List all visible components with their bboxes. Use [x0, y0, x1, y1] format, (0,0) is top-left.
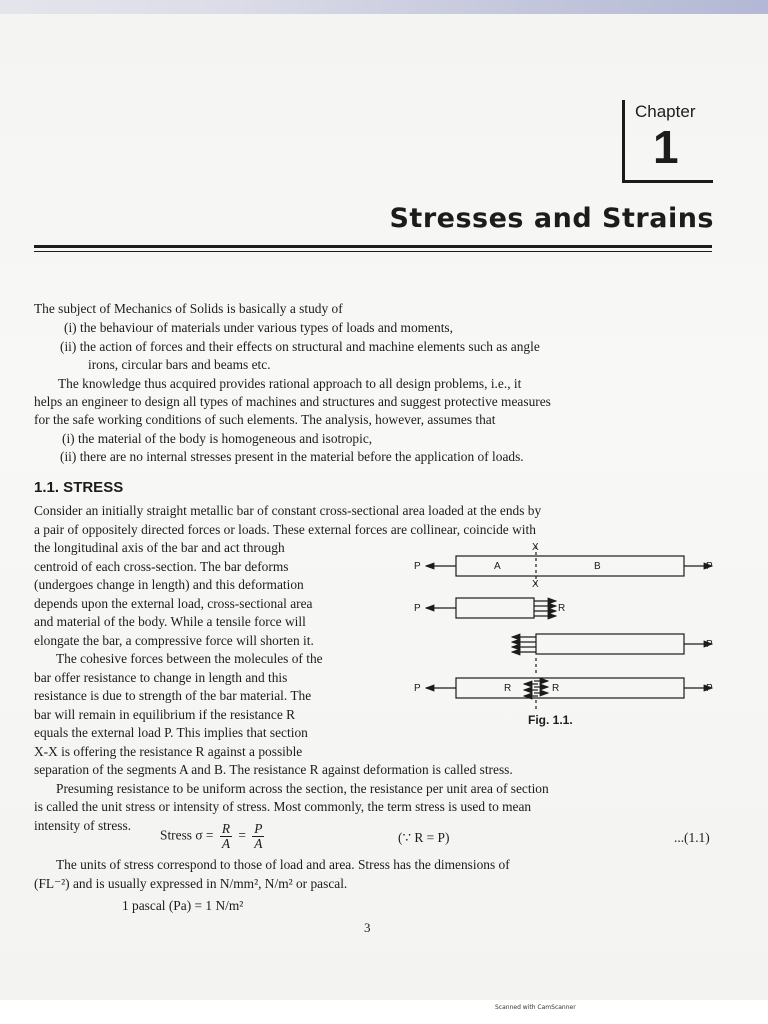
- body-line: elongate the bar, a compressive force will shorten it.: [34, 632, 314, 648]
- equation-condition: (∵ R = P): [398, 830, 450, 845]
- load-label: P: [414, 603, 421, 614]
- chapter-title: Stresses and Strains: [389, 203, 714, 234]
- bar: [456, 556, 684, 576]
- figure-caption: Fig. 1.1.: [528, 713, 573, 727]
- bar: [456, 678, 684, 698]
- body-line: a pair of oppositely directed forces or loads. These external forces are collinear, coincide with: [34, 521, 536, 537]
- load-label: P: [414, 561, 421, 572]
- body-line: and material of the body. While a tensile force will: [34, 614, 306, 629]
- body-line: Presuming resistance to be uniform across the section, the resistance per unit area of section: [56, 780, 549, 796]
- scan-edge-shade: [0, 0, 768, 14]
- body-line: bar offer resistance to change in length and this: [34, 669, 288, 685]
- segment-label: A: [494, 561, 501, 572]
- load-label: P: [706, 561, 713, 572]
- body-line: (undergoes change in length) and this deformation: [34, 577, 304, 592]
- chapter-word: Chapter: [635, 102, 696, 121]
- load-label: P: [706, 639, 713, 650]
- intro-paragraph-line: for the safe working conditions of such elements. The analysis, however, assumes that: [34, 412, 496, 427]
- body-line: X-X is offering the resistance R against a possible: [34, 743, 303, 759]
- load-label: P: [706, 683, 713, 694]
- assumption-2: (ii) there are no internal stresses present in the material before the application of loads.: [60, 449, 524, 464]
- section-label: X: [532, 542, 539, 553]
- chapter-box: [622, 100, 713, 183]
- load-label: P: [414, 683, 421, 694]
- body-line: The cohesive forces between the molecules of the: [56, 651, 323, 666]
- figure-diagram: [408, 536, 728, 736]
- resistance-label: R: [504, 683, 512, 694]
- segment-label: B: [594, 561, 601, 572]
- bar-segment-a: [456, 598, 534, 618]
- body-line: equals the external load P. This implies that section: [34, 725, 308, 740]
- body-line: separation of the segments A and B. The resistance R against deformation is called stress.: [34, 762, 513, 777]
- intro-paragraph-line: helps an engineer to design all types of machines and structures and suggest protective measures: [34, 394, 551, 409]
- title-rule-thin: [34, 251, 712, 252]
- assumption-1: (i) the material of the body is homogeneous and isotropic,: [62, 431, 373, 446]
- page-number: 3: [364, 920, 371, 935]
- body-line: bar will remain in equilibrium if the resistance R: [34, 706, 296, 722]
- chapter-number: 1: [653, 121, 679, 173]
- body-line: resistance is due to strength of the bar material. The: [34, 688, 312, 703]
- body-line: is called the unit stress or intensity of stress. Most commonly, the term stress is used to mean: [34, 799, 532, 814]
- bar-segment-b: [536, 634, 684, 654]
- equation-number: ...(1.1): [674, 830, 710, 845]
- pascal-definition: 1 pascal (Pa) = 1 N/m²: [122, 898, 244, 913]
- body-line: intensity of stress.: [34, 817, 132, 833]
- intro-paragraph-line: The knowledge thus acquired provides rational approach to all design problems, i.e., it: [58, 376, 522, 391]
- stress-equation: Stress σ = $\frac{R}{A}$ = $\frac{P}{A}$: [160, 821, 263, 851]
- resistance-label: R: [558, 603, 566, 614]
- figure-1-1: [408, 536, 728, 736]
- intro-item-1: (i) the behaviour of materials under various types of loads and moments,: [64, 320, 453, 335]
- intro-line: The subject of Mechanics of Solids is basically a study of: [34, 301, 343, 316]
- intro-item-2: (ii) the action of forces and their effects on structural and machine elements such as angle: [60, 339, 540, 354]
- intro-item-2-cont: irons, circular bars and beams etc.: [88, 357, 271, 372]
- resistance-label: R: [552, 683, 560, 694]
- section-label: X: [532, 579, 539, 590]
- fraction-r-over-a: $\frac{R}{A}$: [221, 821, 231, 851]
- body-line: Consider an initially straight metallic bar of constant cross-sectional area loaded at the ends by: [34, 503, 542, 518]
- units-line: (FL⁻²) and is usually expressed in N/mm², N/m² or pascal.: [34, 876, 348, 891]
- fraction-p-over-a: $\frac{P}{A}$: [254, 821, 263, 851]
- equation-lhs: Stress σ =: [160, 827, 214, 843]
- units-line: The units of stress correspond to those of load and area. Stress has the dimensions of: [56, 857, 510, 872]
- body-line: centroid of each cross-section. The bar deforms: [34, 558, 289, 574]
- scanner-watermark: Scanned with CamScanner: [495, 1004, 576, 1011]
- title-rule-thick: [34, 245, 712, 248]
- section-heading: 1.1. STRESS: [34, 479, 124, 496]
- body-line: depends upon the external load, cross-sectional area: [34, 595, 313, 611]
- body-line: the longitudinal axis of the bar and act through: [34, 540, 285, 555]
